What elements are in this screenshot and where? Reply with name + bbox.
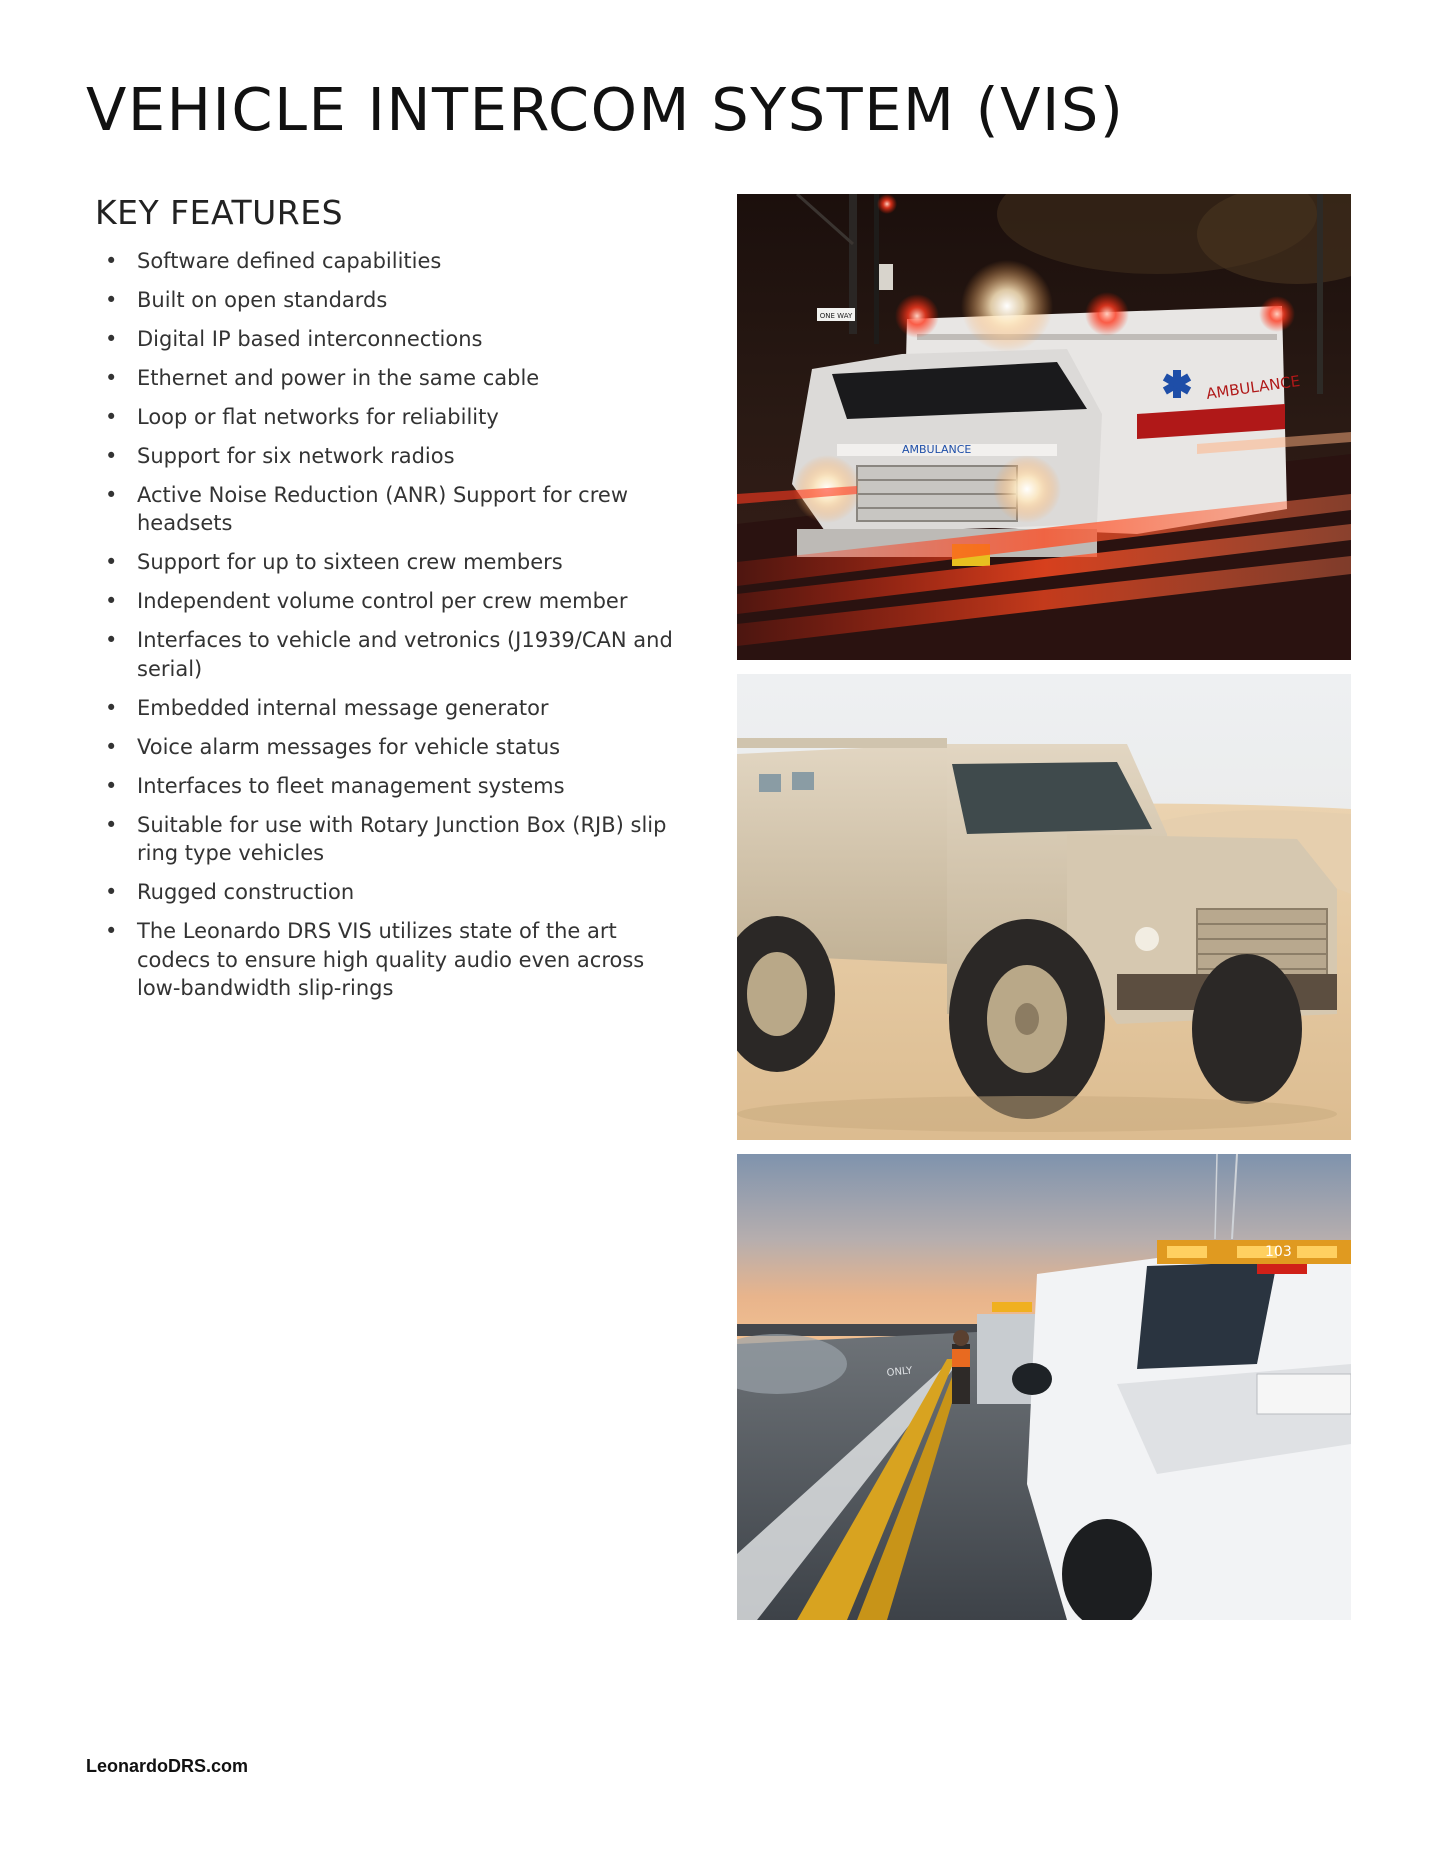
feature-item: • The Leonardo DRS VIS utilizes state of the art codecs to ensure high quality audio even across low-bandwidth slip-rings — [95, 917, 675, 1003]
feature-item: • Independent volume control per crew member — [95, 587, 675, 616]
feature-item: • Loop or flat networks for reliability — [95, 403, 675, 432]
key-features-heading: KEY FEATURES — [95, 193, 344, 232]
feature-item: • Suitable for use with Rotary Junction Box (RJB) slip ring type vehicles — [95, 811, 675, 868]
ambulance-side-text: AMBULANCE — [1205, 371, 1302, 403]
armored-vehicle-photo — [737, 674, 1351, 1140]
ambulance-hood-text: AMBULANCE — [902, 443, 972, 456]
feature-item: • Active Noise Reduction (ANR) Support for crew headsets — [95, 481, 675, 538]
feature-item: • Built on open standards — [95, 286, 675, 315]
feature-list — [95, 247, 675, 1003]
feature-item: • Embedded internal message generator — [95, 694, 675, 723]
one-way-sign-text: ONE WAY — [819, 312, 853, 320]
feature-item: • Support for up to sixteen crew members — [95, 548, 675, 577]
ambulance-photo — [737, 194, 1351, 660]
feature-item: • Rugged construction — [95, 878, 675, 907]
roadside-truck-photo — [737, 1154, 1351, 1620]
truck-unit-number: 103 — [1265, 1244, 1292, 1260]
feature-item: • Support for six network radios — [95, 442, 675, 471]
roadside-truck-illustration — [737, 1154, 1351, 1620]
feature-item: • Software defined capabilities — [95, 247, 675, 276]
feature-item: • Ethernet and power in the same cable — [95, 364, 675, 393]
ambulance-illustration — [737, 194, 1351, 660]
page-title: VEHICLE INTERCOM SYSTEM (VIS) — [86, 75, 1125, 144]
road-marking-text: ONLY — [886, 1365, 913, 1379]
feature-item: • Digital IP based interconnections — [95, 325, 675, 354]
feature-item: • Interfaces to fleet management systems — [95, 772, 675, 801]
armored-vehicle-illustration — [737, 674, 1351, 1140]
key-features-section — [95, 193, 675, 1013]
feature-item: • Voice alarm messages for vehicle status — [95, 733, 675, 762]
footer-website-link[interactable]: LeonardoDRS.com — [86, 1756, 249, 1776]
feature-item: • Interfaces to vehicle and vetronics (J1939/CAN and serial) — [95, 626, 675, 683]
